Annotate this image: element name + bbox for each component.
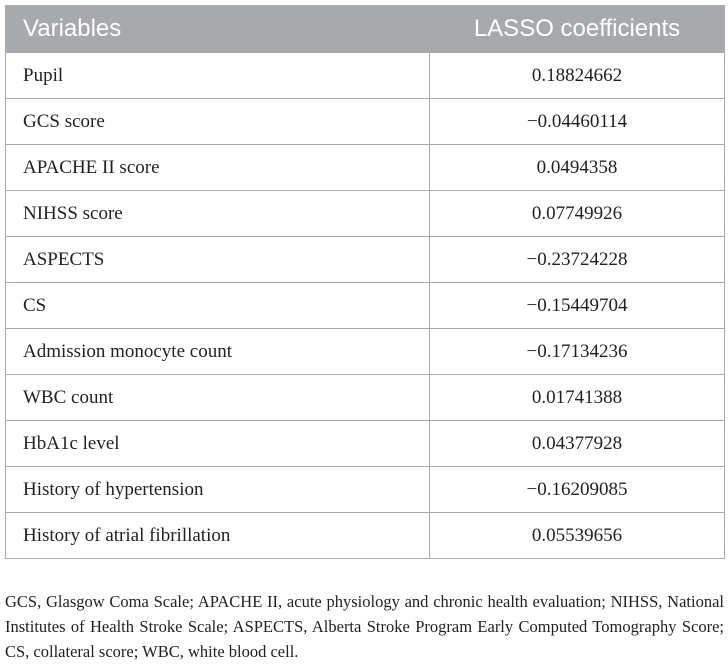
header-row xyxy=(6,6,725,53)
variable-cell: APACHE II score xyxy=(6,145,430,191)
variable-cell: CS xyxy=(6,283,430,329)
coefficient-cell: 0.04377928 xyxy=(430,421,725,467)
header-variables: Variables xyxy=(6,6,430,53)
table-footnote: GCS, Glasgow Coma Scale; APACHE II, acute physiology and chronic health evaluation; NIHSS, National Institutes of Health Stroke Scale; ASPECTS, Alberta Stroke Program Early Computed Tomography Score; CS, collateral score; WBC, white blood cell. xyxy=(5,591,724,661)
variable-cell: Pupil xyxy=(6,53,430,99)
table-header xyxy=(6,6,725,53)
variable-cell: WBC count xyxy=(6,375,430,421)
table-row xyxy=(6,191,725,237)
table-row xyxy=(6,145,725,191)
coefficient-cell: −0.16209085 xyxy=(430,467,725,513)
coefficient-cell: 0.05539656 xyxy=(430,513,725,559)
table-row xyxy=(6,283,725,329)
table-body xyxy=(6,53,725,559)
coefficient-cell: −0.04460114 xyxy=(430,99,725,145)
table-row xyxy=(6,513,725,559)
coefficient-cell: 0.01741388 xyxy=(430,375,725,421)
header-lasso-coefficients: LASSO coefficients xyxy=(430,6,725,53)
table-row xyxy=(6,467,725,513)
variable-cell: GCS score xyxy=(6,99,430,145)
coefficient-cell: 0.18824662 xyxy=(430,53,725,99)
lasso-table-container xyxy=(5,5,724,559)
coefficient-cell: −0.23724228 xyxy=(430,237,725,283)
coefficient-cell: 0.0494358 xyxy=(430,145,725,191)
table-row xyxy=(6,329,725,375)
table-row xyxy=(6,421,725,467)
table-row xyxy=(6,237,725,283)
coefficient-cell: 0.07749926 xyxy=(430,191,725,237)
table-row xyxy=(6,99,725,145)
variable-cell: ASPECTS xyxy=(6,237,430,283)
variable-cell: History of atrial fibrillation xyxy=(6,513,430,559)
variable-cell: HbA1c level xyxy=(6,421,430,467)
variable-cell: History of hypertension xyxy=(6,467,430,513)
table-row xyxy=(6,375,725,421)
coefficient-cell: −0.17134236 xyxy=(430,329,725,375)
coefficient-cell: −0.15449704 xyxy=(430,283,725,329)
variable-cell: NIHSS score xyxy=(6,191,430,237)
lasso-coefficients-table xyxy=(5,5,725,559)
variable-cell: Admission monocyte count xyxy=(6,329,430,375)
table-row xyxy=(6,53,725,99)
